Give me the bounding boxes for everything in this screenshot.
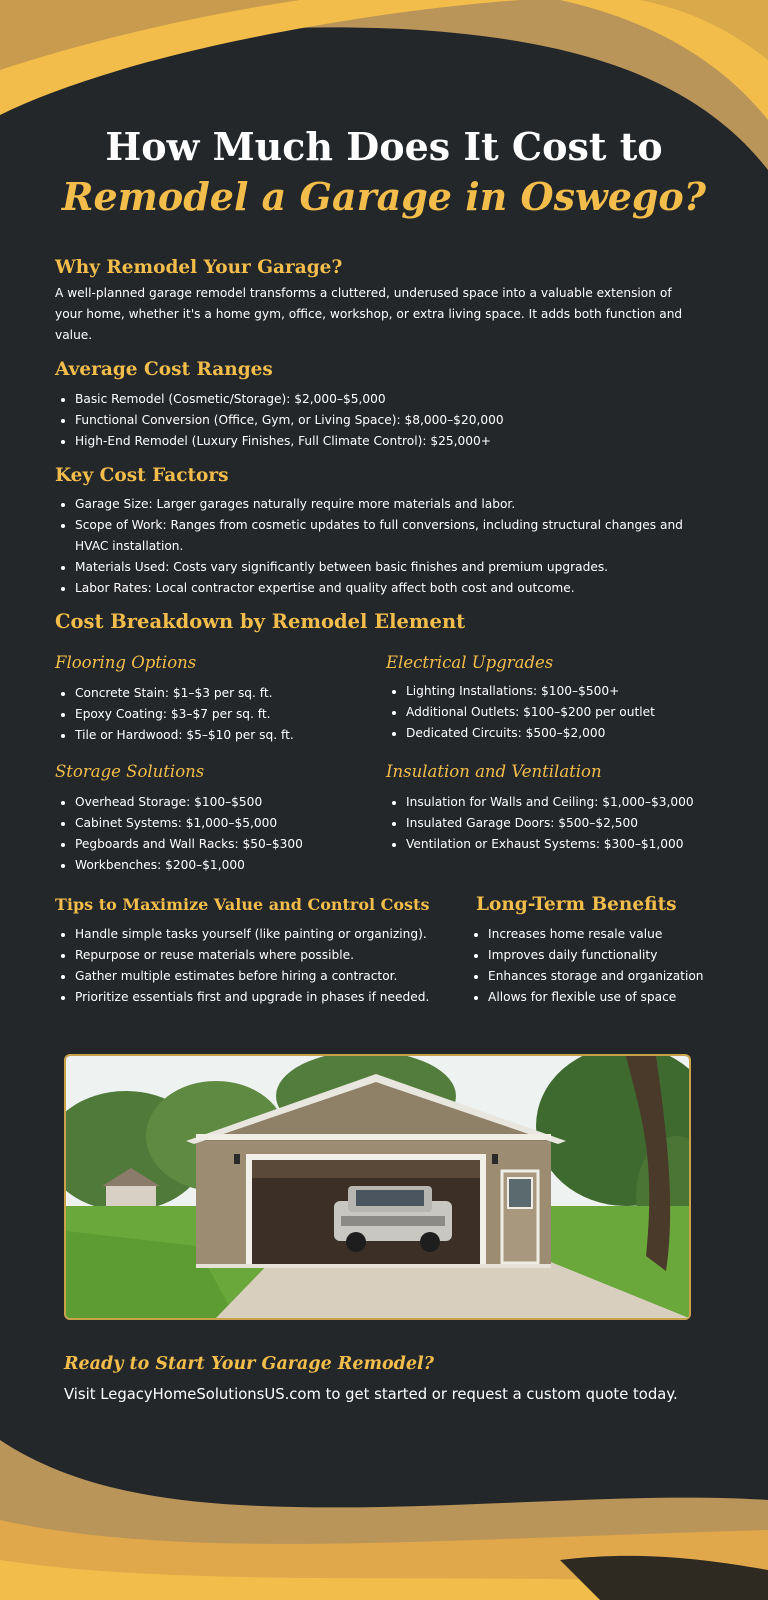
cta-text: Visit LegacyHomeSolutionsUS.com to get started or request a custom quote today. xyxy=(64,1386,678,1403)
key-factors-heading: Key Cost Factors xyxy=(55,465,229,486)
why-remodel-heading: Why Remodel Your Garage? xyxy=(55,257,343,278)
list-item: Functional Conversion (Office, Gym, or Living Space): $8,000–$20,000 xyxy=(55,410,715,431)
list-item: Labor Rates: Local contractor expertise and quality affect both cost and outcome. xyxy=(55,578,710,599)
list-item: Pegboards and Wall Racks: $50–$300 xyxy=(55,834,375,855)
flooring-list xyxy=(55,683,375,746)
list-item: Lighting Installations: $100–$500+ xyxy=(386,681,726,702)
cta-heading: Ready to Start Your Garage Remodel? xyxy=(64,1354,434,1374)
storage-list xyxy=(55,792,375,876)
list-item: Enhances storage and organization xyxy=(468,966,758,987)
list-item: Tile or Hardwood: $5–$10 per sq. ft. xyxy=(55,725,375,746)
average-cost-list xyxy=(55,389,715,452)
storage-heading: Storage Solutions xyxy=(55,762,205,781)
list-item: Concrete Stain: $1–$3 per sq. ft. xyxy=(55,683,375,704)
electrical-heading: Electrical Upgrades xyxy=(386,653,554,672)
list-item: High-End Remodel (Luxury Finishes, Full Climate Control): $25,000+ xyxy=(55,431,715,452)
list-item: Garage Size: Larger garages naturally require more materials and labor. xyxy=(55,494,710,515)
list-item: Workbenches: $200–$1,000 xyxy=(55,855,375,876)
list-item: Dedicated Circuits: $500–$2,000 xyxy=(386,723,726,744)
list-item: Repurpose or reuse materials where possible. xyxy=(55,945,475,966)
list-item: Insulation for Walls and Ceiling: $1,000–$3,000 xyxy=(386,792,746,813)
list-item: Allows for flexible use of space xyxy=(468,987,758,1008)
list-item: Gather multiple estimates before hiring a contractor. xyxy=(55,966,475,987)
why-remodel-text: A well-planned garage remodel transforms a cluttered, underused space into a valuable extension of your home, whether it's a home gym, office, workshop, or extra living space. It adds both function and value. xyxy=(55,286,683,342)
insulation-heading: Insulation and Ventilation xyxy=(386,762,602,781)
list-item: Epoxy Coating: $3–$7 per sq. ft. xyxy=(55,704,375,725)
list-item: Prioritize essentials first and upgrade in phases if needed. xyxy=(55,987,475,1008)
list-item: Handle simple tasks yourself (like painting or organizing). xyxy=(55,924,475,945)
list-item: Cabinet Systems: $1,000–$5,000 xyxy=(55,813,375,834)
list-item: Basic Remodel (Cosmetic/Storage): $2,000–$5,000 xyxy=(55,389,715,410)
list-item: Additional Outlets: $100–$200 per outlet xyxy=(386,702,726,723)
list-item: Overhead Storage: $100–$500 xyxy=(55,792,375,813)
title-line-1: How Much Does It Cost to xyxy=(105,124,663,169)
title-line-2: Remodel a Garage in Oswego? xyxy=(61,174,707,219)
insulation-list xyxy=(386,792,746,855)
list-item: Increases home resale value xyxy=(468,924,758,945)
list-item: Improves daily functionality xyxy=(468,945,758,966)
list-item: Insulated Garage Doors: $500–$2,500 xyxy=(386,813,746,834)
key-factors-list xyxy=(55,494,710,599)
electrical-list xyxy=(386,681,726,744)
average-cost-heading: Average Cost Ranges xyxy=(55,359,273,380)
list-item: Ventilation or Exhaust Systems: $300–$1,000 xyxy=(386,834,746,855)
garage-illustration xyxy=(66,1056,689,1318)
flooring-heading: Flooring Options xyxy=(55,653,197,672)
list-item: Materials Used: Costs vary significantly between basic finishes and premium upgrades. xyxy=(55,557,710,578)
list-item: Scope of Work: Ranges from cosmetic updates to full conversions, including structural changes and HVAC installation. xyxy=(55,515,710,557)
tips-heading: Tips to Maximize Value and Control Costs xyxy=(55,895,430,914)
garage-photo xyxy=(64,1054,691,1320)
benefits-heading: Long-Term Benefits xyxy=(476,894,677,915)
page-title xyxy=(0,122,768,222)
benefits-list xyxy=(468,924,758,1008)
tips-list xyxy=(55,924,475,1008)
cost-breakdown-heading: Cost Breakdown by Remodel Element xyxy=(55,610,466,633)
